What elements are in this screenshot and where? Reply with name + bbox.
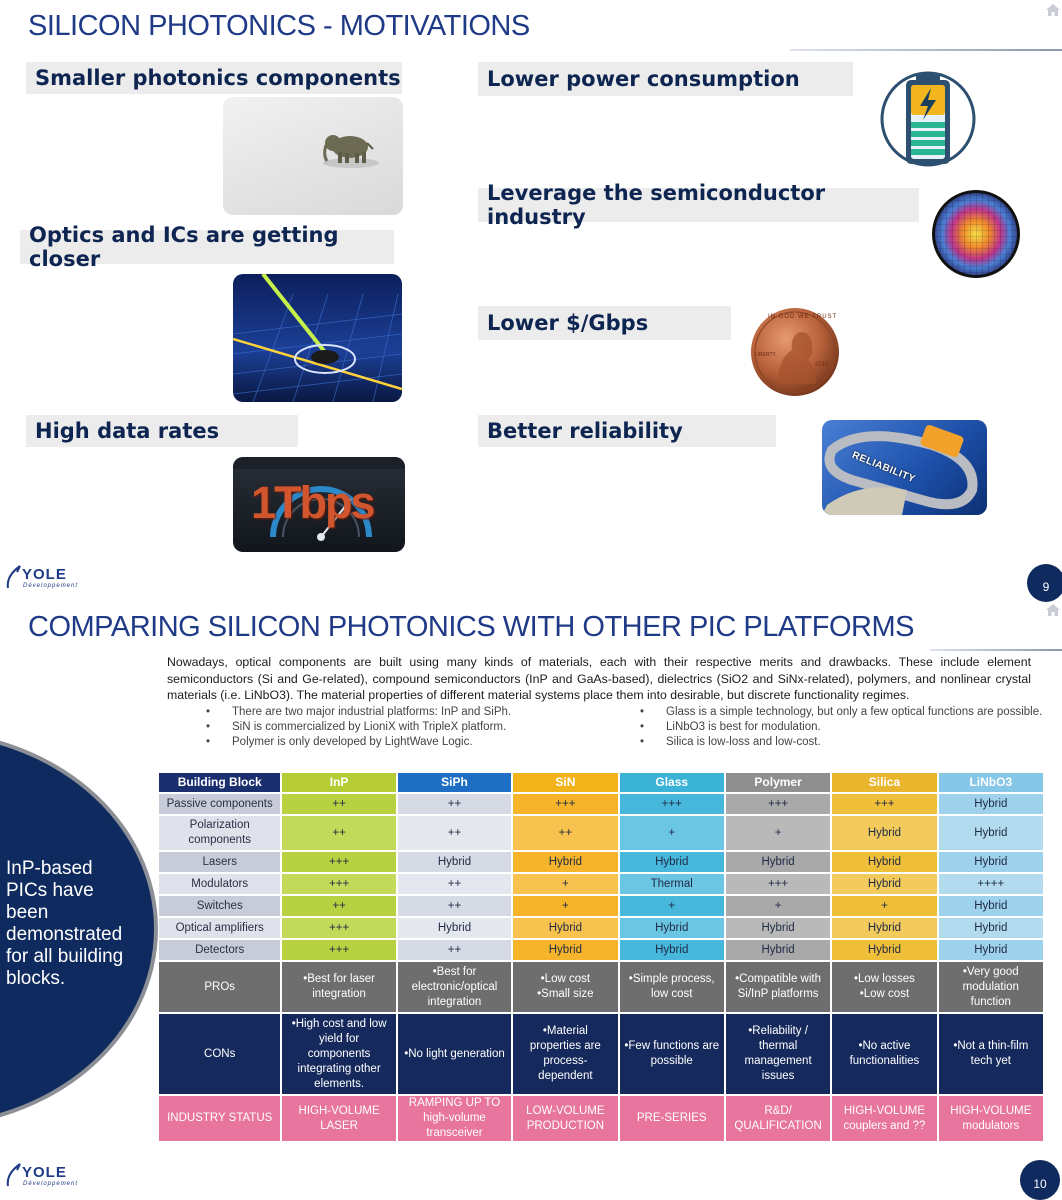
yole-logo-sub: Développement <box>23 1181 79 1187</box>
coin-motto: IN GOD WE TRUST <box>768 314 838 320</box>
carabiner-text: RELIABILITY <box>850 449 917 486</box>
table-cell: •No active functionalities <box>832 1014 936 1094</box>
table-cell: Hybrid <box>939 918 1043 938</box>
table-cell: +++ <box>282 852 395 872</box>
table-row <box>159 940 1043 960</box>
table-cell: •Low cost •Small size <box>513 962 617 1012</box>
table-cell: ++ <box>398 874 511 894</box>
label-smaller-components: Smaller photonics components <box>26 62 402 94</box>
table-cell: Hybrid <box>513 918 617 938</box>
wafer-icon <box>928 188 1024 280</box>
bullet-item: • SiN is commercialized by LioniX with TripleX platform. <box>206 720 626 735</box>
table-cell: •Material properties are process-dependent <box>513 1014 617 1094</box>
optics-chip-photo <box>233 274 402 402</box>
table-cell: + <box>726 896 830 916</box>
status-row <box>159 1096 1043 1141</box>
table-cell: + <box>620 896 724 916</box>
page-number: 10 <box>1020 1160 1060 1200</box>
carabiner-photo <box>822 420 987 515</box>
table-cell: •Best for laser integration <box>282 962 395 1012</box>
bullet-item: • Polymer is only developed by LightWave Logic. <box>206 735 626 750</box>
table-cell: ++ <box>398 940 511 960</box>
table-cell: ++ <box>398 794 511 814</box>
label-high-data-rates: High data rates <box>26 415 298 447</box>
table-cell: HIGH-VOLUME modulators <box>939 1096 1043 1141</box>
title-underline <box>790 49 1062 51</box>
comparison-table <box>157 771 1045 1143</box>
table-cell: ++++ <box>939 874 1043 894</box>
table-row <box>159 918 1043 938</box>
home-icon[interactable] <box>1046 4 1060 16</box>
yole-swoosh-icon <box>6 1160 22 1188</box>
row-label: Building Block <box>159 773 280 792</box>
title-underline <box>930 649 1062 651</box>
intro-paragraph: Nowadays, optical components are built using many kinds of materials, each with their respective merits and drawbacks. These include element semiconductors (Si and Ge-related), compound semiconductors (InP and GaAs-based), dielectrics (SiO2 and SiNx-related), polymers, and nonlinear crystal materials (i.e. LiNbO3). The material properties of different material systems place them into desirable, but discrete functionality regimes. <box>167 655 1031 702</box>
table-cell: InP <box>282 773 395 792</box>
row-label: PROs <box>159 962 280 1012</box>
table-cell: Hybrid <box>939 852 1043 872</box>
label-lower-cost-per-gbps: Lower $/Gbps <box>478 306 731 340</box>
table-cell: •Not a thin-film tech yet <box>939 1014 1043 1094</box>
bullet-item: • Silica is low-loss and low-cost. <box>640 735 1050 750</box>
table-cell: +++ <box>620 794 724 814</box>
bullets-right <box>640 705 1050 750</box>
row-label: Passive components <box>159 794 280 814</box>
table-cell: •Few functions are possible <box>620 1014 724 1094</box>
table-row <box>159 874 1043 894</box>
table-cell: +++ <box>513 794 617 814</box>
table-cell: +++ <box>726 874 830 894</box>
label-better-reliability: Better reliability <box>478 415 776 447</box>
table-cell: Hybrid <box>832 918 936 938</box>
table-cell: Hybrid <box>939 794 1043 814</box>
table-cell: Hybrid <box>726 852 830 872</box>
table-cell: •Very good modulation function <box>939 962 1043 1012</box>
table-row <box>159 852 1043 872</box>
table-cell: •Reliability / thermal management issues <box>726 1014 830 1094</box>
page-number: 9 <box>1027 564 1062 602</box>
table-cell: Hybrid <box>939 816 1043 850</box>
table-cell: Hybrid <box>398 918 511 938</box>
table-cell: Hybrid <box>620 852 724 872</box>
table-cell: + <box>832 896 936 916</box>
table-header-row <box>159 773 1043 792</box>
table-cell: R&D/ QUALIFICATION <box>726 1096 830 1141</box>
table-cell: Glass <box>620 773 724 792</box>
table-cell: Hybrid <box>398 852 511 872</box>
speedtest-photo <box>233 457 405 552</box>
table-cell: ++ <box>398 816 511 850</box>
table-cell: ++ <box>282 816 395 850</box>
label-leverage-semiconductor: Leverage the semiconductor industry <box>478 188 919 222</box>
yole-logo-name: YOLE <box>22 566 67 583</box>
table-cell: + <box>513 896 617 916</box>
elephant-photo <box>223 97 403 215</box>
table-cell: PRE-SERIES <box>620 1096 724 1141</box>
table-cell: +++ <box>282 918 395 938</box>
table-cell: +++ <box>832 794 936 814</box>
table-cell: Hybrid <box>513 852 617 872</box>
table-cell: Hybrid <box>832 874 936 894</box>
bullet-item: • LiNbO3 is best for modulation. <box>640 720 1050 735</box>
table-row <box>159 794 1043 814</box>
row-label: Switches <box>159 896 280 916</box>
table-row <box>159 896 1043 916</box>
table-cell: Hybrid <box>832 852 936 872</box>
row-label: CONs <box>159 1014 280 1094</box>
table-cell: ++ <box>282 794 395 814</box>
carabiner-icon <box>822 420 987 515</box>
table-cell: Polymer <box>726 773 830 792</box>
table-cell: Hybrid <box>939 940 1043 960</box>
row-label: INDUSTRY STATUS <box>159 1096 280 1141</box>
yole-logo-name: YOLE <box>22 1164 67 1181</box>
slide-title: SILICON PHOTONICS - MOTIVATIONS <box>28 10 530 42</box>
table-cell: •High cost and low yield for components integrating other elements. <box>282 1014 395 1094</box>
table-cell: Hybrid <box>620 940 724 960</box>
table-cell: Hybrid <box>513 940 617 960</box>
table-cell: Hybrid <box>726 918 830 938</box>
coin-liberty: LIBERTY <box>755 352 776 358</box>
table-cell: •Low losses •Low cost <box>832 962 936 1012</box>
table-cell: SiPh <box>398 773 511 792</box>
yole-logo-sub: Développement <box>23 583 79 589</box>
waveguide-chip-icon <box>233 274 402 402</box>
table-cell: Hybrid <box>620 918 724 938</box>
table-cell: + <box>620 816 724 850</box>
table-cell: +++ <box>282 874 395 894</box>
yole-swoosh-icon <box>6 562 22 590</box>
bullet-item: • There are two major industrial platforms: InP and SiPh. <box>206 705 626 720</box>
table-cell: Thermal <box>620 874 724 894</box>
elephant-figurine-icon <box>223 97 403 215</box>
table-cell: •No light generation <box>398 1014 511 1094</box>
pros-row <box>159 962 1043 1012</box>
table-cell: Hybrid <box>832 816 936 850</box>
table-cell: •Best for electronic/optical integration <box>398 962 511 1012</box>
table-cell: Silica <box>832 773 936 792</box>
bullet-item: • Glass is a simple technology, but only a few optical functions are possible. <box>640 705 1050 720</box>
table-cell: Hybrid <box>832 940 936 960</box>
side-note: InP-based PICs have been demonstrated for all building blocks. <box>6 858 124 989</box>
row-label: Polarization components <box>159 816 280 850</box>
cons-row <box>159 1014 1043 1094</box>
table-cell: Hybrid <box>939 896 1043 916</box>
row-label: Detectors <box>159 940 280 960</box>
table-cell: ++ <box>398 896 511 916</box>
bullets-left <box>206 705 626 750</box>
row-label: Optical amplifiers <box>159 918 280 938</box>
table-row <box>159 816 1043 850</box>
label-optics-ics-closer: Optics and ICs are getting closer <box>20 230 394 264</box>
table-cell: •Compatible with Si/InP platforms <box>726 962 830 1012</box>
table-cell: ++ <box>282 896 395 916</box>
coin-year: 2010 <box>815 362 829 368</box>
table-cell: SiN <box>513 773 617 792</box>
table-cell: HIGH-VOLUME LASER <box>282 1096 395 1141</box>
table-cell: +++ <box>726 794 830 814</box>
table-cell: Hybrid <box>726 940 830 960</box>
row-label: Modulators <box>159 874 280 894</box>
slide-title: COMPARING SILICON PHOTONICS WITH OTHER PIC PLATFORMS <box>28 611 914 643</box>
table-cell: •Simple process, low cost <box>620 962 724 1012</box>
table-cell: RAMPING UP TO high-volume transceiver <box>398 1096 511 1141</box>
speed-text: 1Tbps <box>251 477 374 528</box>
table-cell: +++ <box>282 940 395 960</box>
label-lower-power: Lower power consumption <box>478 62 853 96</box>
table-cell: + <box>513 874 617 894</box>
table-cell: HIGH-VOLUME couplers and ?? <box>832 1096 936 1141</box>
table-cell: + <box>726 816 830 850</box>
table-cell: LOW-VOLUME PRODUCTION <box>513 1096 617 1141</box>
home-icon[interactable] <box>1046 604 1060 616</box>
row-label: Lasers <box>159 852 280 872</box>
table-cell: ++ <box>513 816 617 850</box>
table-cell: LiNbO3 <box>939 773 1043 792</box>
battery-icon <box>878 66 978 170</box>
